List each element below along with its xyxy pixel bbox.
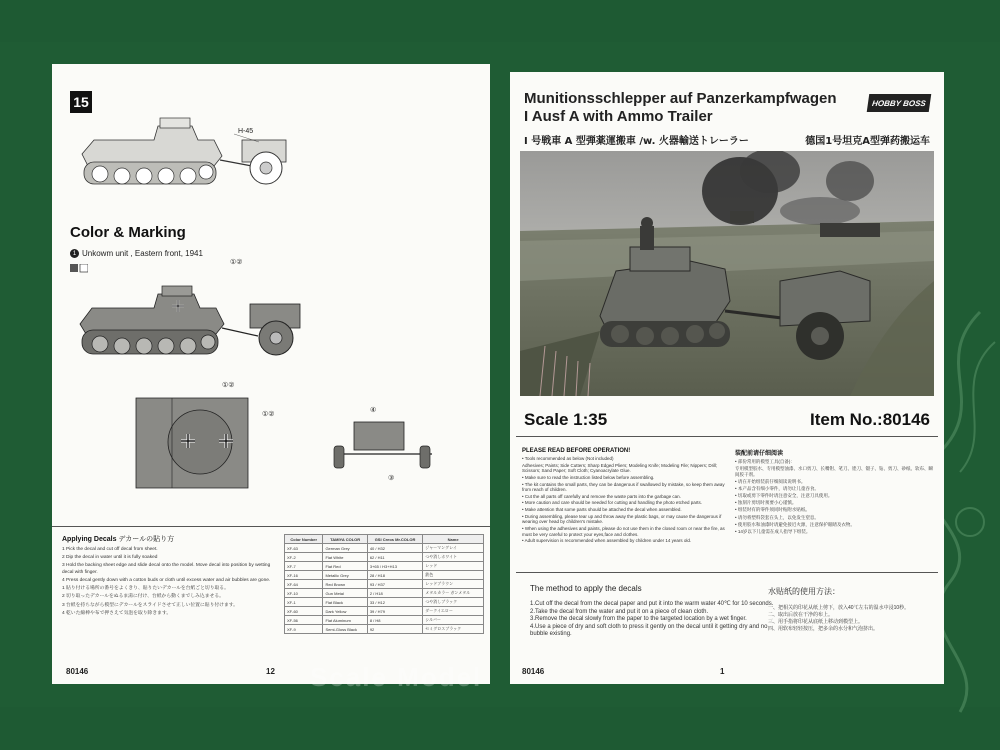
table-row [285, 580, 484, 589]
warnings-cn-title: 装配前请仔细阅读 [735, 451, 784, 457]
decal-step: 1 Pick the decal and cut off decal from sheet. [62, 547, 158, 552]
warning-item: • Cut the all parts off carefully and remove the waste parts into the garbage can. [522, 493, 681, 499]
table-cell: XF-64 [285, 580, 323, 589]
table-cell: 33 / H12 [367, 598, 422, 607]
divider [516, 436, 938, 437]
table-row [285, 571, 484, 580]
table-cell: XF-16 [285, 571, 323, 580]
table-cell: 40 / H32 [367, 544, 422, 553]
warning-item: • During assembling, please tear up and throw away the plastic bags, or may cause the dangerous if wearing over head by children's mistake. [522, 513, 722, 525]
table-cell: 鉄色 [423, 571, 484, 580]
method-step: 1.Cut off the decal from the decal paper and put it into the warm water 40℃ for 10 seconds. [530, 601, 774, 607]
trailer-ref-top: ④ [370, 407, 377, 414]
trailer-ref-bottom: ③ [388, 475, 395, 482]
method-step-cn: 三、用手指将印花从底纸上移动到模型上。 [768, 619, 864, 625]
table-cell: 93 / H37 [367, 580, 422, 589]
footer-code: 80146 [66, 667, 89, 676]
table-cell: 8 / H8 [367, 616, 422, 625]
table-row [285, 607, 484, 616]
product-title-jp: I 号戦車 A 型弾薬運搬車 /w. 火器輸送トレーラー [524, 136, 749, 147]
table-cell: 2 / H18 [367, 589, 422, 598]
decal-step: 4 乾いた綿棒や布で押さえて気泡を取り除きます。 [62, 610, 172, 616]
table-cell: XF-2 [285, 553, 323, 562]
trailer-rear-drawing [328, 416, 438, 476]
color-marking-title: Color & Marking [70, 224, 186, 241]
table-cell: Red Brown [323, 580, 367, 589]
warning-item-cn: • 请在开始组装前仔细阅读说明书。 [735, 479, 806, 485]
top-view-drawing [132, 394, 252, 494]
table-cell: German Grey [323, 544, 367, 553]
decal-step: 4 Press decal gently down with a cotton buds or cloth until excess water and air bubbles are gone. [62, 577, 271, 583]
warnings-title: PLEASE READ BEFORE OPERATION! [522, 448, 631, 454]
warnings-en [522, 448, 727, 545]
warning-item: • When using the adhesives and paints, please do not use them in the closed room or near the fire, as must be very careful to protect your eyes,face and clothes. [522, 525, 725, 537]
warning-item-cn: • 组装时有的零件须同时贴附水贴纸。 [735, 507, 810, 513]
warning-item-cn: • 蚀刻片剪切时须要小心谨慎。 [735, 500, 797, 506]
table-cell: Semi-Gloss Black [323, 625, 367, 634]
table-cell: Flat Red [323, 562, 367, 571]
table-cell: Flat Aluminum [323, 616, 367, 625]
scheme-caption-text: Unkowm unit , Eastern front, 1941 [82, 249, 203, 258]
table-cell: XF-63 [285, 544, 323, 553]
method-step-cn: 一、把相关的印花从纸上剪下，放入40℃左右的温水中浸10秒。 [768, 605, 910, 611]
table-cell: XF-10 [285, 589, 323, 598]
instruction-page-right [510, 72, 944, 684]
table-cell: ダークイエロー [423, 607, 484, 616]
brand-logo: HOBBY BOSS [867, 94, 932, 112]
divider [52, 526, 490, 527]
method-step-cn: 二、取出后放在干净的布上。 [768, 612, 834, 618]
warning-item: • Tools recommended as below (Not included) [522, 456, 614, 461]
warning-item-cn: 专用模型胶水、专用模型油漆、水口剪刀、长嘴钳、笔刀、锉刀、镊子、钻、剪刀、砂纸、软布、瞬间胶干剂。 [735, 466, 933, 478]
table-row [285, 589, 484, 598]
decal-method-en [530, 584, 780, 639]
item-number: Item No.:80146 [810, 410, 930, 429]
watermark: Scale Model [310, 662, 483, 692]
decal-title: Applying Decals デカールの貼り方 [62, 536, 175, 543]
table-cell: セミグロスブラック [423, 625, 484, 634]
table-cell: XF-9 [285, 625, 323, 634]
part-label: H-45 [238, 128, 254, 135]
decal-method-cn [768, 586, 938, 633]
table-cell: レッド [423, 562, 484, 571]
warning-item-cn: • 请勿将塑料袋套在头上，以免发生窒息。 [735, 514, 819, 520]
warning-item-cn: • 14岁以下儿童需在成人指导下组装。 [735, 528, 811, 534]
table-row [285, 616, 484, 625]
method-step: 2.Take the decal from the water and put it on a piece of clean cloth. [530, 608, 709, 615]
table-cell: 39 / H79 [367, 607, 422, 616]
table-row [285, 598, 484, 607]
method-step: 3.Remove the decal slowly from the paper to the targeted location by a wet finger. [530, 616, 747, 622]
footer-code: 80146 [522, 667, 545, 676]
warning-item: • Make attention that some parts should be attached the decal when assembled. [522, 507, 682, 512]
warning-item-cn: • 部份常用的模型工具(自备)： [735, 459, 795, 464]
table-cell: 92 [367, 625, 422, 634]
side-profile-drawing [74, 274, 314, 374]
table-cell: 62 / H11 [367, 553, 422, 562]
method-step-cn: 四、用软布轻轻按压，把多余的水分和气泡挤出。 [768, 626, 879, 632]
table-cell: つや消しブラック [423, 598, 484, 607]
step-vehicle-drawing [74, 104, 294, 199]
table-cell: Flat Black [323, 598, 367, 607]
instruction-page-left [52, 64, 490, 684]
table-row [285, 544, 484, 553]
warning-item: Adhesives; Paints; Side Cutters; Sharp Edged Pliers; Modeling Knife; Modeling File; Nippers; Drill; Scissors; Sand Paper; Soft Cloth; Cyanoacrylate Glue. [522, 462, 718, 474]
decal-step: 3 台紙を持ちながら模型にデカールをスライドさせて正しい位置に貼り付けます。 [62, 602, 238, 608]
table-cell: XF-56 [285, 616, 323, 625]
paint-color-table [284, 534, 484, 634]
table-cell: 3+65 / H3+H13 [367, 562, 422, 571]
decal-step: 3 Hold the backing sheet edge and slide decal onto the model. Move decal into position by wetting decal with finger. [62, 563, 271, 575]
warnings-cn [735, 448, 935, 536]
decal-step: 2 切り取ったデカールをぬるま湯に付け、台紙から動くまでしみ込ませる。 [62, 594, 224, 600]
table-cell: XF-1 [285, 598, 323, 607]
footer-page: 12 [266, 667, 275, 676]
method-cn-title: 水贴纸的使用方法： [768, 587, 840, 596]
table-cell: Gun Metal [323, 589, 367, 598]
table-header: Color Number TAMIYA COLOR GSI Creos Mr.COLOR Name [285, 535, 484, 544]
decal-step: 1 貼り付ける場所の番号をよくきり、貼りたいデカールを台紙ごと切り取る。 [62, 586, 229, 592]
warning-item-cn: • 本产品含有细小零件，请勿让儿童吞食。 [735, 486, 819, 492]
table-cell: シルバー [423, 616, 484, 625]
decal-instructions [62, 534, 272, 619]
marking-refs: ①② [230, 259, 243, 266]
box-art-illustration [520, 151, 934, 396]
warning-item-cn: • 使用胶水和油漆时请避免接近火源，注意保护眼睛及衣物。 [735, 521, 855, 527]
step-number: 15 [70, 91, 92, 113]
table-cell: XF-7 [285, 562, 323, 571]
warning-item: • More caution and care should be needed for cutting and handling the photo etched parts. [522, 500, 702, 506]
table-cell: XF-60 [285, 607, 323, 616]
warning-item: • The kit contains the small parts, they can be dangerous if swallowed by mistake, so keep them away from reach of children. [522, 481, 725, 493]
rear-marking-refs-side: ①② [262, 411, 275, 418]
decal-step: 2 Dip the decal in water until it is fully soaked [62, 555, 158, 561]
table-row [285, 553, 484, 562]
warning-item-cn: • 切取或剪下零件时请注意安全，注意刀具使用。 [735, 493, 833, 499]
table-row [285, 562, 484, 571]
table-cell: 28 / H18 [367, 571, 422, 580]
table-cell: ジャーマングレイ [423, 544, 484, 553]
table-cell: メタルカラー ガンメタル [423, 589, 484, 598]
table-cell: レッドブラウン [423, 580, 484, 589]
method-step: 4.Use a piece of dry and soft cloth to press it gently on the decal until it getting dry and no bubble existing. [530, 623, 768, 637]
scale-label: Scale 1:35 [524, 410, 608, 429]
rear-marking-refs: ①② [222, 382, 235, 389]
warning-item: • Adult supervision is recommended when assembled by children under 14 years old. [522, 538, 692, 544]
product-title-cn: 德国1号坦克A型弹药搬运车 [805, 136, 930, 147]
table-row [285, 625, 484, 634]
method-title: The method to apply the decals [530, 584, 642, 593]
table-cell: Dark Yellow [323, 607, 367, 616]
table-cell: つや消しホワイト [423, 553, 484, 562]
divider [516, 572, 938, 573]
product-title: Munitionsschlepper auf Panzerkampfwagen I Ausf A with Ammo Trailer [524, 90, 837, 125]
footer-page: 1 [720, 667, 725, 676]
warning-item: • Make sure to read the instruction listed below before assembling. [522, 474, 655, 480]
table-cell: Flat White [323, 553, 367, 562]
scheme-caption [70, 249, 203, 258]
table-cell: Metallic Grey [323, 571, 367, 580]
scheme-number: 1 [70, 249, 79, 258]
